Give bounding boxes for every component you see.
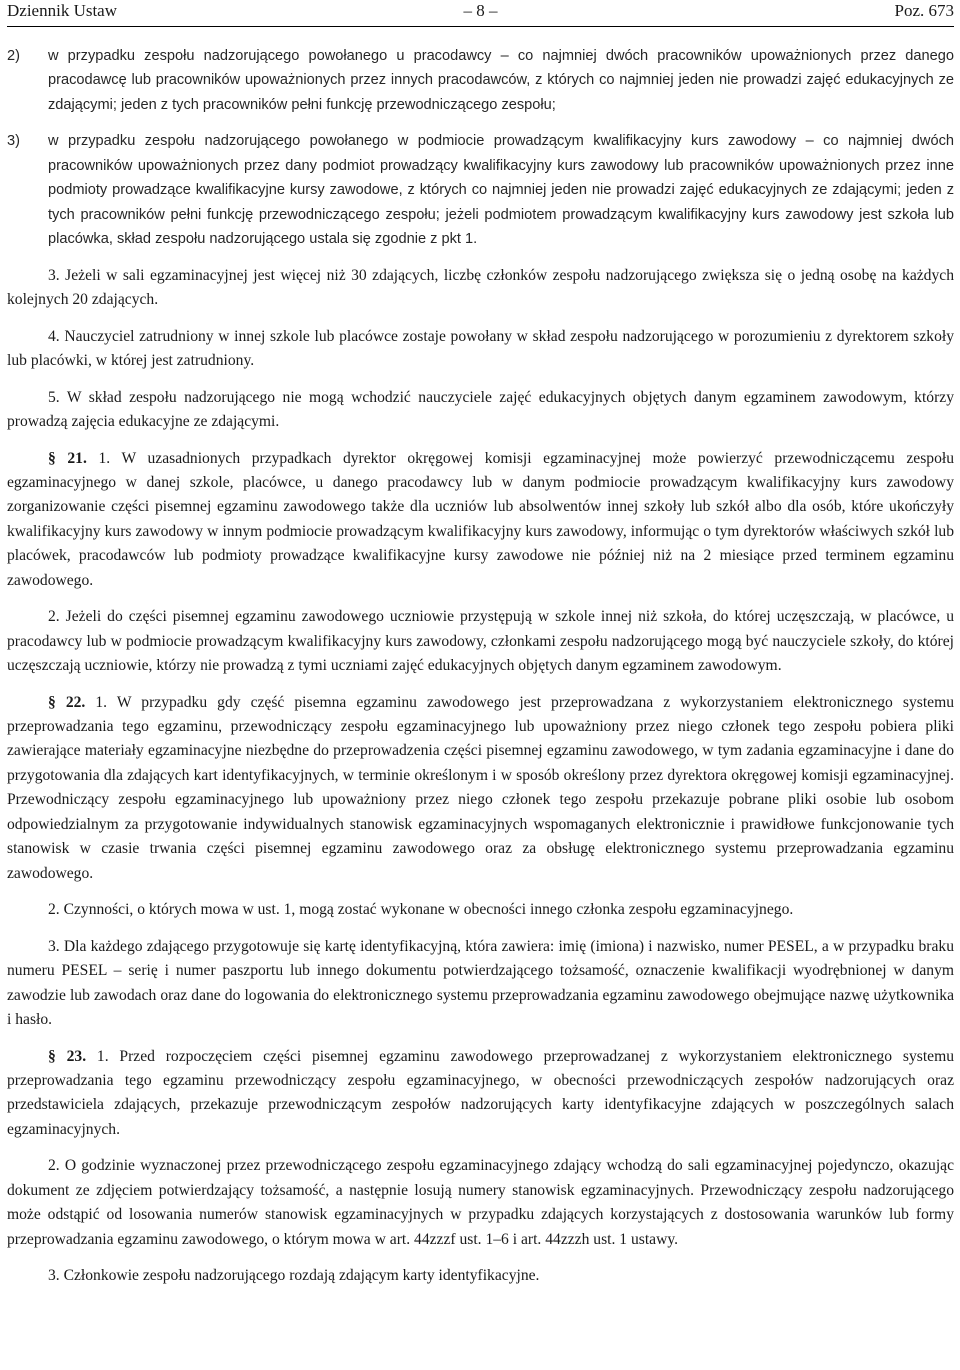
list-item-number: 2) [7, 48, 20, 64]
section-number: § 22. [48, 693, 86, 711]
paragraph: 3. Dla każdego zdającego przygotowuje się kartę identyfikacyjną, która zawiera: imię (imiona) i nazwisko, numer PESEL, a w przypadku braku numeru PESEL – serię i numer paszportu lub innego dokumentu potwierdzającego tożsamość, oznaczenie kwalifikacji wyodrębnionej w danym zawodzie lub zawodach oraz dane do logowania do elektronicznego systemu przeprowadzania egzaminu zawodowego obejmujące nazwę użytkownika i hasło. [7, 937, 954, 1028]
section-number: § 21. [48, 449, 87, 467]
list-item [7, 129, 954, 251]
paragraph-text: 1. W uzasadnionych przypadkach dyrektor okręgowej komisji egzaminacyjnej może powierzyć przewodniczącemu zespołu egzaminacyjnego w danej szkole, placówce, u danego pracodawcy lub w danym podmiocie prowadzącym kwalifikacyjny kurs zawodowy zorganizowanie części pisemnej egzaminu zawodowego także dla uczniów lub absolwentów innej szkoły lub szkół albo dla osób, które ukończyły kwalifikacyjny kurs zawodowy w innym podmiocie prowadzącym kwalifikacyjny kurs zawodowy, informując o tym dyrektorów właściwych szkół lub placówek, pracodawców lub podmioty prowadzące kwalifikacyjne kursy zawodowe nie później niż na 2 miesiące przed terminem egzaminu zawodowego. [7, 449, 955, 589]
paragraph-text: 1. Przed rozpoczęciem części pisemnej egzaminu zawodowego przeprowadzanej z wykorzystaniem elektronicznego systemu przeprowadzania tego egzaminu przewodniczący zespołu egzaminacyjnego, w obecności przewodniczących zespołów nadzorujących oraz przedstawiciela zdających, przekazuje przewodniczącym zespołów nadzorujących karty identyfikacyjne zdających w poszczególnych salach egzaminacyjnych. [7, 1047, 954, 1138]
section-23-paragraph [7, 1045, 954, 1143]
paragraph: 4. Nauczyciel zatrudniony w innej szkole lub placówce zostaje powołany w skład zespołu nadzorującego w porozumieniu z dyrektorem szkoły lub placówki, w której jest zatrudniony. [7, 327, 954, 370]
paragraph: 3. Członkowie zespołu nadzorującego rozdają zdającym karty identyfikacyjne. [48, 1267, 540, 1285]
paragraph-text: 1. W przypadku gdy część pisemna egzaminu zawodowego jest przeprowadzana z wykorzystaniem elektronicznego systemu przeprowadzania tego egzaminu, przewodniczący zespołu egzaminacyjnego lub upoważniony przez niego członek tego zespołu pobiera pliki zawierające materiały egzaminacyjne niezbędne do przeprowadzenia części pisemnej egzaminu zawodowego, w tym zadania egzaminacyjne i dane do przygotowania dla zdających kart identyfikacyjnych, w terminie określonym i w sposób określony przez dyrektora okręgowej komisji egzaminacyjnej. Przewodniczący zespołu egzaminacyjnego lub upoważniony przez niego członek tego zespołu przekazuje pobrane pliki osobie lub osobom odpowiedzialnym za przygotowanie indywidualnych stanowisk egzaminacyjnych wspomaganych elektronicznie i prawidłowe funkcjonowanie tych stanowisk w czasie trwania części pisemnej egzaminu zawodowego oraz za obsługę elektronicznego systemu przeprowadzania egzaminu zawodowego. [7, 693, 954, 882]
document-page [7, 0, 954, 1370]
paragraph: 2. O godzinie wyznaczonej przez przewodniczącego zespołu egzaminacyjnego zdający wchodzą do sali egzaminacyjnej pojedynczo, okazując dokument ze zdjęciem potwierdzający tożsamość, a następnie losują numery stanowisk egzaminacyjnych. Przewodniczący zespołu nadzorującego może odstąpić od losowania numerów stanowisk egzaminacyjnych w przypadku zdających korzystających z dostosowania warunków lub formy przeprowadzania egzaminu zawodowego, o którym mowa w art. 44zzzf ust. 1–6 i art. 44zzzh ust. 1 ustawy. [7, 1157, 954, 1248]
list-item [7, 44, 954, 117]
section-number: § 23. [48, 1047, 87, 1065]
list-item-number: 3) [7, 133, 20, 150]
position-number: Poz. 673 [894, 1, 954, 20]
paragraph: 5. W skład zespołu nadzorującego nie mogą wchodzić nauczyciele zajęć edukacyjnych objętych danym egzaminem zawodowym, którzy prowadzą zajęcia edukacyjne ze zdającymi. [7, 388, 954, 431]
paragraph: 2. Jeżeli do części pisemnej egzaminu zawodowego uczniowie przystępują w szkole innej niż szkoła, do której uczęszczają, w placówce, u pracodawcy lub w podmiocie prowadzącym kwalifikacyjny kurs zawodowy, członkami zespołu nadzorującego mogą być nauczyciele szkoły, do której uczęszczają uczniowie, którzy nie prowadzą z tymi uczniami zajęć edukacyjnych objętych danym egzaminem zawodowym. [7, 608, 954, 675]
paragraph: 3. Jeżeli w sali egzaminacyjnej jest więcej niż 30 zdających, liczbę członków zespołu nadzorującego zwiększa się o jedną osobę na każdych kolejnych 20 zdających. [7, 266, 954, 309]
document-body [7, 44, 954, 1301]
section-21-paragraph [7, 447, 954, 593]
journal-title: Dziennik Ustaw [7, 1, 118, 20]
list-item-text: w przypadku zespołu nadzorującego powołanego u pracodawcy – co najmniej dwóch pracowników upoważnionych przez danego pracodawcę lub pracowników upoważnionych przez innych pracodawców, z których co najmniej jeden nie prowadzi zajęć edukacyjnych ze zdającymi; jeden z tych pracowników pełni funkcję przewodniczącego zespołu; [48, 48, 954, 113]
page-number: – 8 – [463, 1, 498, 20]
paragraph: 2. Czynności, o których mowa w ust. 1, mogą zostać wykonane w obecności innego członka zespołu egzaminacyjnego. [48, 901, 794, 919]
section-22-paragraph [7, 691, 954, 886]
list-item-text: w przypadku zespołu nadzorującego powołanego w podmiocie prowadzącym kwalifikacyjny kurs zawodowy – co najmniej dwóch pracowników upoważnionych przez dany podmiot prowadzący kwalifikacyjny kurs zawodowy lub pracowników upoważnionych przez inne podmioty prowadzące kwalifikacyjne kursy zawodowe, z których co najmniej jeden nie prowadzi zajęć edukacyjnych ze zdającymi; jeden z tych pracowników pełni funkcję przewodniczącego zespołu; jeżeli podmiotem prowadzącym kwalifikacyjny kurs zawodowy jest szkoła lub placówka, skład zespołu nadzorującego ustala się zgodnie z pkt 1. [48, 133, 954, 248]
page-header [7, 0, 954, 27]
